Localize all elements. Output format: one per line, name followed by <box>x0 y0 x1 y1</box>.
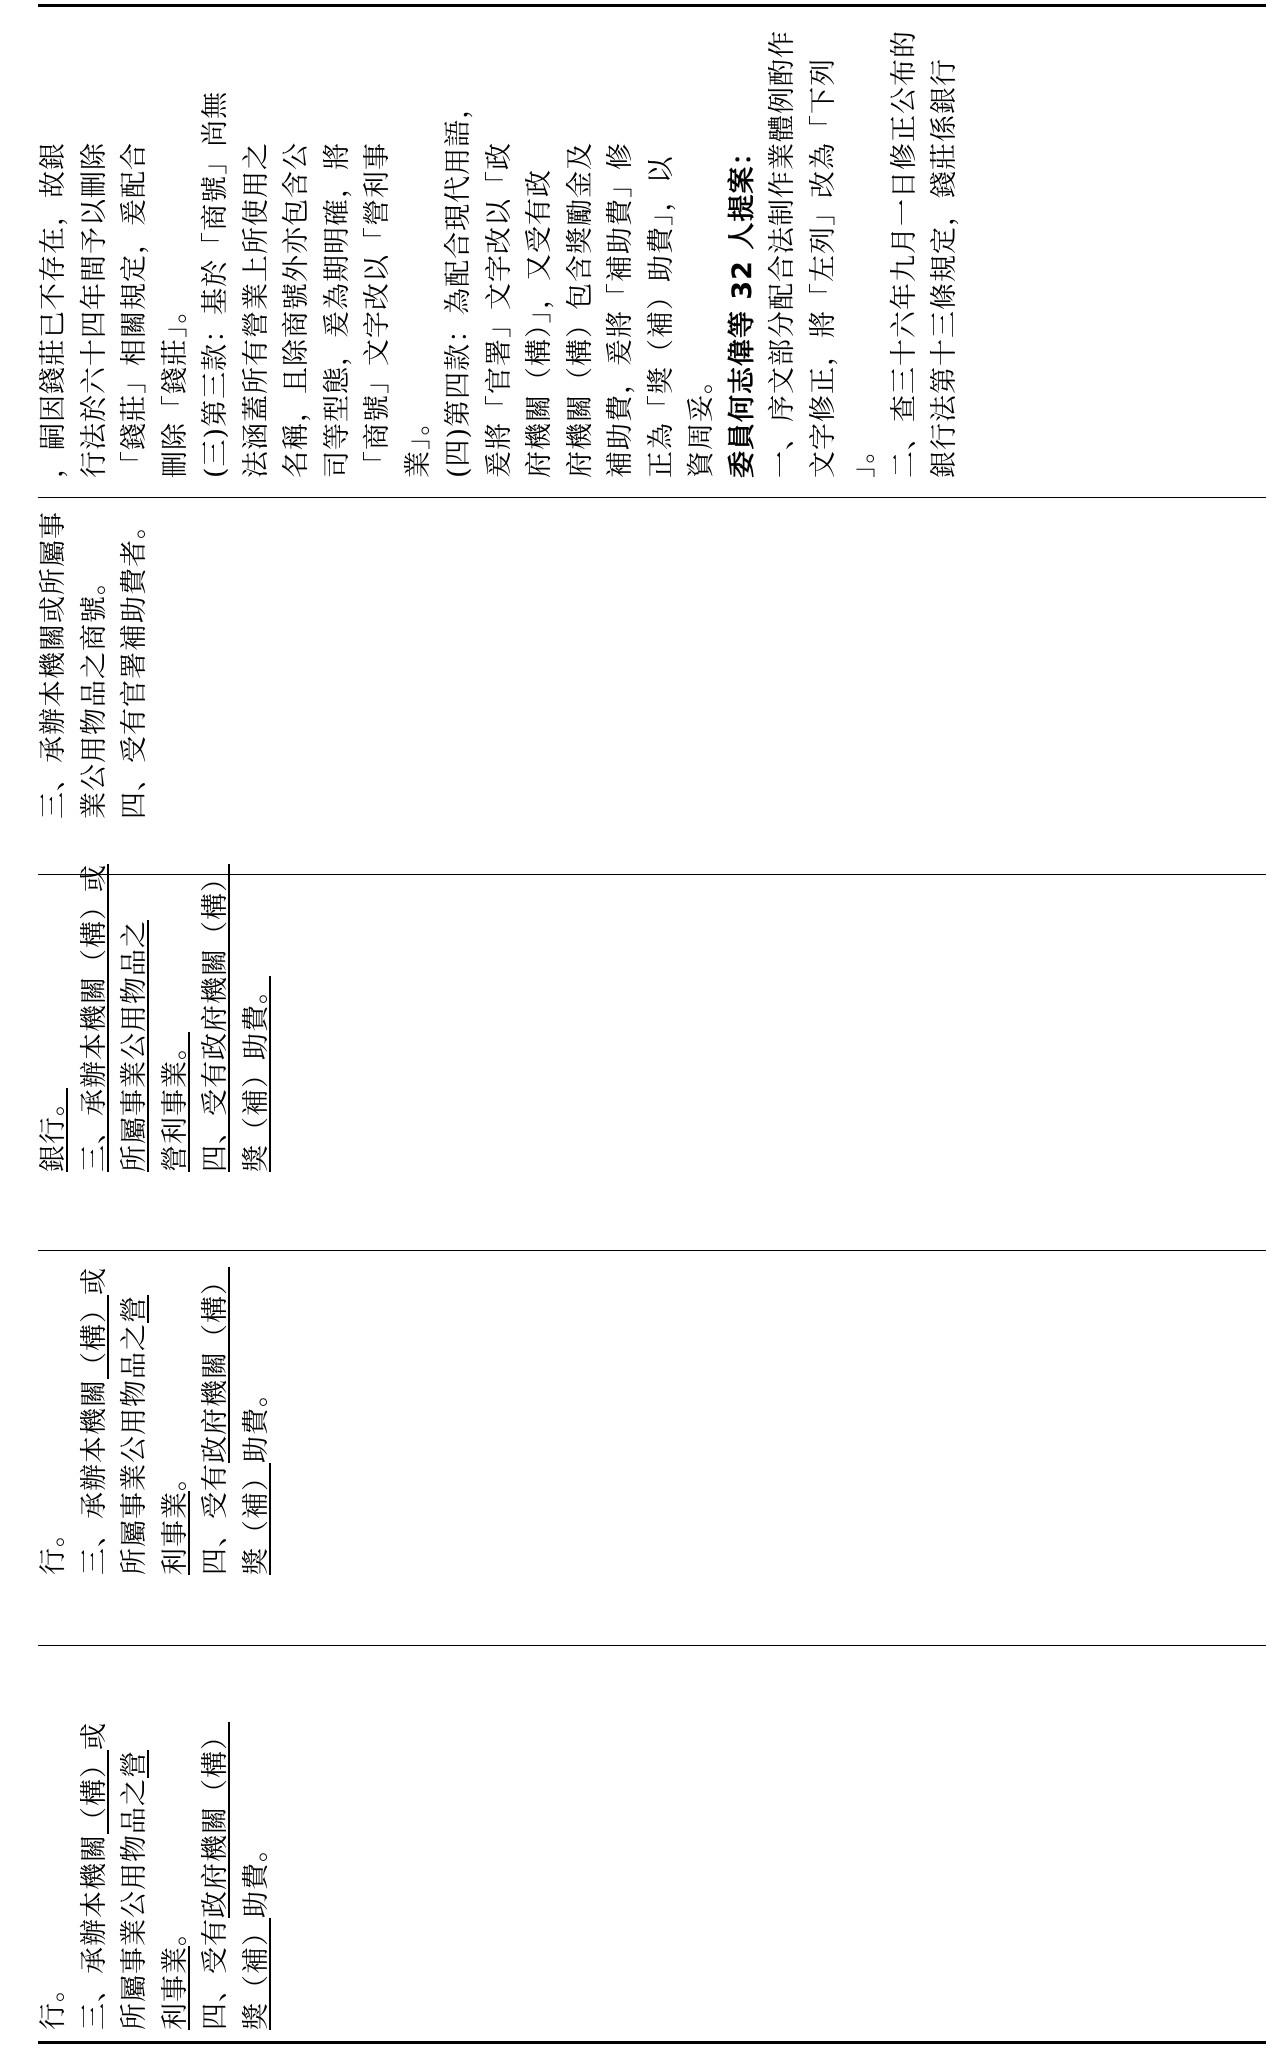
text-line <box>38 511 70 819</box>
text-line <box>443 91 475 478</box>
text-line <box>200 1267 232 1575</box>
text-line <box>241 976 273 1172</box>
text-segment: 或 <box>78 1722 110 1750</box>
text-segment: 文字修正，將「左列」改為「下列 <box>807 58 839 478</box>
text-line <box>565 142 597 478</box>
text-line <box>160 1032 192 1172</box>
text-segment: 四、受有 <box>200 1918 231 2030</box>
text-segment: 業」。 <box>402 407 434 478</box>
text-segment: 。 <box>159 1463 191 1491</box>
text-line <box>767 30 799 478</box>
text-line <box>848 436 880 479</box>
text-line <box>119 1750 151 2030</box>
text-segment: 「商號」文字改以「營利事 <box>362 142 393 478</box>
text-segment: 業公用物品之商號。 <box>78 567 110 819</box>
text-segment: 所屬事業公用物品之 <box>119 1323 150 1575</box>
text-line <box>79 142 111 478</box>
text-line <box>281 142 313 478</box>
text-line <box>808 58 840 478</box>
text-segment: 助費。 <box>240 1379 272 1463</box>
text-segment: 或 <box>78 1267 110 1295</box>
text-segment: (四)第四款：為配合現代用語， <box>443 90 474 478</box>
text-segment: 補助費，爰將「補助費」修 <box>605 142 636 478</box>
text-line <box>686 366 718 478</box>
text-segment: （構） <box>78 1750 110 1834</box>
text-line <box>524 169 556 478</box>
text-line <box>160 1918 192 2030</box>
text-segment: 利事業 <box>159 1946 191 2030</box>
text-line <box>362 142 394 478</box>
text-line <box>38 1088 70 1172</box>
text-line <box>79 864 111 1172</box>
text-line <box>38 142 70 478</box>
text-line <box>160 1463 192 1575</box>
text-segment: 三、承辦本機關 <box>78 1379 110 1575</box>
text-segment: 刪除「錢莊」。 <box>159 295 191 478</box>
text-segment: 獎（補） <box>240 1918 272 2030</box>
text-segment: 行。 <box>38 1974 69 2030</box>
text-segment: 助費。 <box>240 1834 272 1918</box>
text-line <box>200 864 232 1172</box>
text-segment: 。 <box>159 1918 191 1946</box>
text-segment: ，嗣因錢莊已不存在，故銀 <box>38 142 69 478</box>
text-segment: 三、承辦本機關或所屬事 <box>38 511 69 819</box>
text-segment: 一、序文部分配合法制作業體例酌作 <box>767 30 798 478</box>
text-line <box>160 296 192 479</box>
text-segment: 營 <box>119 1750 150 1778</box>
text-line <box>646 156 678 479</box>
text-line <box>79 567 111 819</box>
text-segment: (三)第三款：基於「商號」尚無 <box>200 90 231 478</box>
text-line <box>119 142 151 478</box>
proposal-c-cell <box>38 1645 1266 2041</box>
text-segment: 名稱，且除商號外亦包含公 <box>281 142 312 478</box>
text-segment: 府機關（構）包含獎勵金及 <box>564 142 596 478</box>
current-law-cell <box>38 497 1266 874</box>
text-line <box>38 1974 70 2030</box>
text-segment: 獎（補）助費。 <box>240 976 272 1172</box>
text-segment: 爰將「官署」文字改以「政 <box>483 142 515 478</box>
explanation-cell <box>38 7 1266 497</box>
text-line <box>322 142 354 478</box>
text-segment: 四、受有官署補助費者。 <box>119 511 150 819</box>
text-segment: 法涵蓋所有營業上所使用之 <box>240 142 272 478</box>
text-segment: 銀行。 <box>38 1088 69 1172</box>
text-segment: 委員何志偉等 32 人提案： <box>726 137 758 478</box>
text-segment: 獎（補） <box>240 1463 272 1575</box>
text-segment: 營 <box>119 1295 150 1323</box>
text-segment: 政府機關（構） <box>200 1722 231 1918</box>
text-segment: 三、承辦本機關 <box>78 1834 110 2030</box>
text-line <box>889 30 921 478</box>
text-segment: 所屬事業公用物品之 <box>119 920 150 1172</box>
text-line <box>38 1519 70 1575</box>
text-line <box>200 91 232 478</box>
text-line <box>403 408 435 479</box>
text-segment: （構） <box>78 1295 110 1379</box>
text-line <box>79 1722 111 2030</box>
text-segment: 銀行法第十三條規定，錢莊係銀行 <box>929 58 960 478</box>
bottom-rule <box>38 2041 1266 2044</box>
text-line <box>241 142 273 478</box>
proposal-a-cell <box>38 864 1266 1250</box>
text-line <box>119 1295 151 1575</box>
text-segment: 四、受有 <box>200 1463 231 1575</box>
text-line <box>241 1834 273 2030</box>
text-segment: 二、查三十六年九月一日修正公布的 <box>888 30 920 478</box>
text-segment: 司等型態，爰為期明確，將 <box>321 142 353 478</box>
text-line <box>119 511 151 819</box>
text-line <box>200 1722 232 2030</box>
text-segment: 正為「獎（補）助費」，以 <box>645 155 677 478</box>
text-segment: 府機關（構）」，又受有政 <box>524 169 555 478</box>
text-segment: 政府機關（構） <box>200 1267 231 1463</box>
text-line <box>929 58 961 478</box>
proposal-b-cell <box>38 1250 1266 1645</box>
text-line <box>484 142 516 478</box>
text-segment: 「錢莊」相關規定，爰配合 <box>119 142 150 478</box>
text-segment: 行法於六十四年間予以刪除 <box>78 142 110 478</box>
text-line <box>727 138 759 478</box>
text-line <box>119 920 151 1172</box>
text-segment: 四、受有政府機關（構） <box>200 864 231 1172</box>
text-segment: 利事業 <box>159 1491 191 1575</box>
text-segment: 資周妥。 <box>686 366 717 478</box>
text-segment: 所屬事業公用物品之 <box>119 1778 150 2030</box>
text-segment: 三、承辦本機關（構）或 <box>78 864 110 1172</box>
text-segment: 行。 <box>38 1519 69 1575</box>
text-line <box>605 142 637 478</box>
text-segment: 」。 <box>848 435 879 478</box>
text-line <box>79 1267 111 1575</box>
text-segment: 營利事業。 <box>159 1032 191 1172</box>
text-line <box>241 1379 273 1575</box>
